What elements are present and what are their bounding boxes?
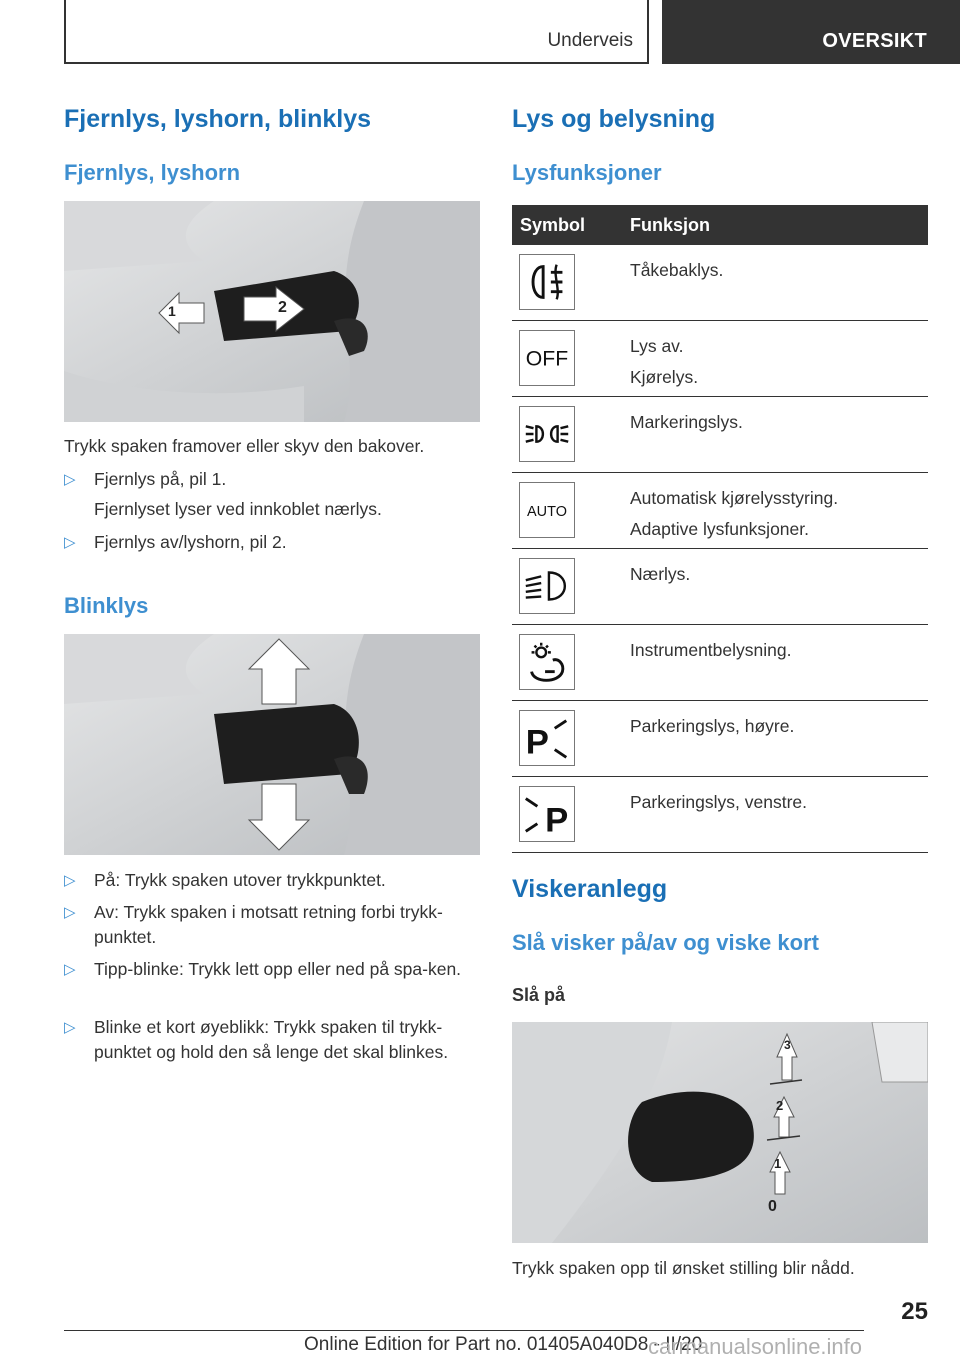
subheading-switch-on: Slå på [512,985,566,1005]
subheading-wiper-on-off: Slå visker på/av og viske kort [512,930,819,955]
wiper-label-0: 0 [768,1198,777,1215]
wiper-label-1: 1 [774,1156,782,1171]
arrow-label-2: 2 [278,299,287,316]
footer-divider [64,1330,864,1331]
header-chapter-tab [662,0,960,64]
bullet-triangle-icon: ▷ [64,961,76,978]
bullet-text: Fjernlys på, pil 1. [94,469,227,489]
function-text: Instrumentbelysning. [630,640,792,660]
front-fog-light-icon [519,254,575,310]
footer-edition: Online Edition for Part no. 01405A040D8 - II/20 [304,1334,703,1355]
table-header [512,205,928,245]
bullet-triangle-icon: ▷ [64,1019,76,1036]
off-icon [519,330,575,386]
col-symbol: Symbol [520,215,586,235]
header-section-tab [64,0,649,64]
instrument-lighting-icon [519,634,575,690]
table-row [512,777,928,853]
table-row [512,397,928,473]
function-text: Adaptive lysfunksjoner. [630,519,809,539]
bullet-text: Blinke et kort øyeblikk: Trykk spaken til trykk-punktet og hold den så lenge det skal blinkes. [94,1017,449,1062]
heading-lights: Lys og belysning [512,105,716,133]
parking-light-left-icon [519,786,575,842]
function-text: Automatisk kjørelysstyring. [630,488,839,508]
heading-high-beam: Fjernlys, lyshorn, blinklys [64,105,372,133]
function-text: Parkeringslys, venstre. [630,792,808,812]
function-text: Tåkebaklys. [630,260,724,280]
function-text: Lys av. [630,336,684,356]
table-row [512,549,928,625]
high-beam-lever-image [64,201,480,422]
bullet-text: På: Trykk spaken utover trykkpunktet. [94,870,386,890]
list-item [64,957,480,982]
heading-wipers: Viskeranlegg [512,875,668,903]
col-function: Funksjon [630,215,710,235]
bullet-text: Tipp-blinke: Trykk lett opp eller ned på spa-ken. [94,959,462,979]
table-row [512,701,928,777]
function-text: Kjørelys. [630,367,699,387]
auto-icon [519,482,575,538]
wiper-label-2: 2 [776,1098,784,1113]
bullet-triangle-icon: ▷ [64,471,76,488]
bullet-triangle-icon: ▷ [64,904,76,921]
bullet-triangle-icon: ▷ [64,534,76,551]
subheading-turn-signal: Blinklys [64,593,149,618]
table-row [512,625,928,701]
low-beam-icon [519,558,575,614]
list-item [64,530,480,555]
bullet-text: Av: Trykk spaken i motsatt retning forbi trykk-punktet. [94,902,443,947]
off-icon-text: OFF [525,347,569,371]
subheading-light-functions: Lysfunksjoner [512,160,662,185]
list-item [64,467,480,522]
header-chapter-label: OVERSIKT [822,30,927,52]
parking-left-icon-text: P [545,801,569,840]
list-item [64,1015,480,1065]
marker-light-icon [519,406,575,462]
wiper-instruction: Trykk spaken opp til ønsket stilling blir nådd. [512,1258,855,1278]
bullet-triangle-icon: ▷ [64,872,76,889]
wiper-lever-image [512,1022,928,1243]
header-section-label: Underveis [547,30,633,51]
arrow-label-1: 1 [168,303,176,319]
bullet-text: Fjernlys av/lyshorn, pil 2. [94,532,287,552]
wiper-label-3: 3 [784,1038,791,1052]
parking-right-icon-text: P [525,723,549,762]
bullet-subtext: Fjernlyset lyser ved innkoblet nærlys. [94,499,382,519]
page-number: 25 [901,1298,928,1325]
function-text: Parkeringslys, høyre. [630,716,795,736]
function-text: Nærlys. [630,564,691,584]
turn-signal-lever-image [64,634,480,855]
watermark: carmanualsonline.info [648,1334,863,1359]
subheading-high-beam-flasher: Fjernlys, lyshorn [64,160,241,185]
high-beam-instruction: Trykk spaken framover eller skyv den bakover. [64,436,425,456]
auto-icon-text: AUTO [527,503,567,520]
parking-light-right-icon [519,710,575,766]
list-item [64,868,480,893]
table-row [512,473,928,549]
list-item [64,900,480,950]
table-row [512,321,928,397]
table-row [512,245,928,321]
function-text: Markeringslys. [630,412,743,432]
